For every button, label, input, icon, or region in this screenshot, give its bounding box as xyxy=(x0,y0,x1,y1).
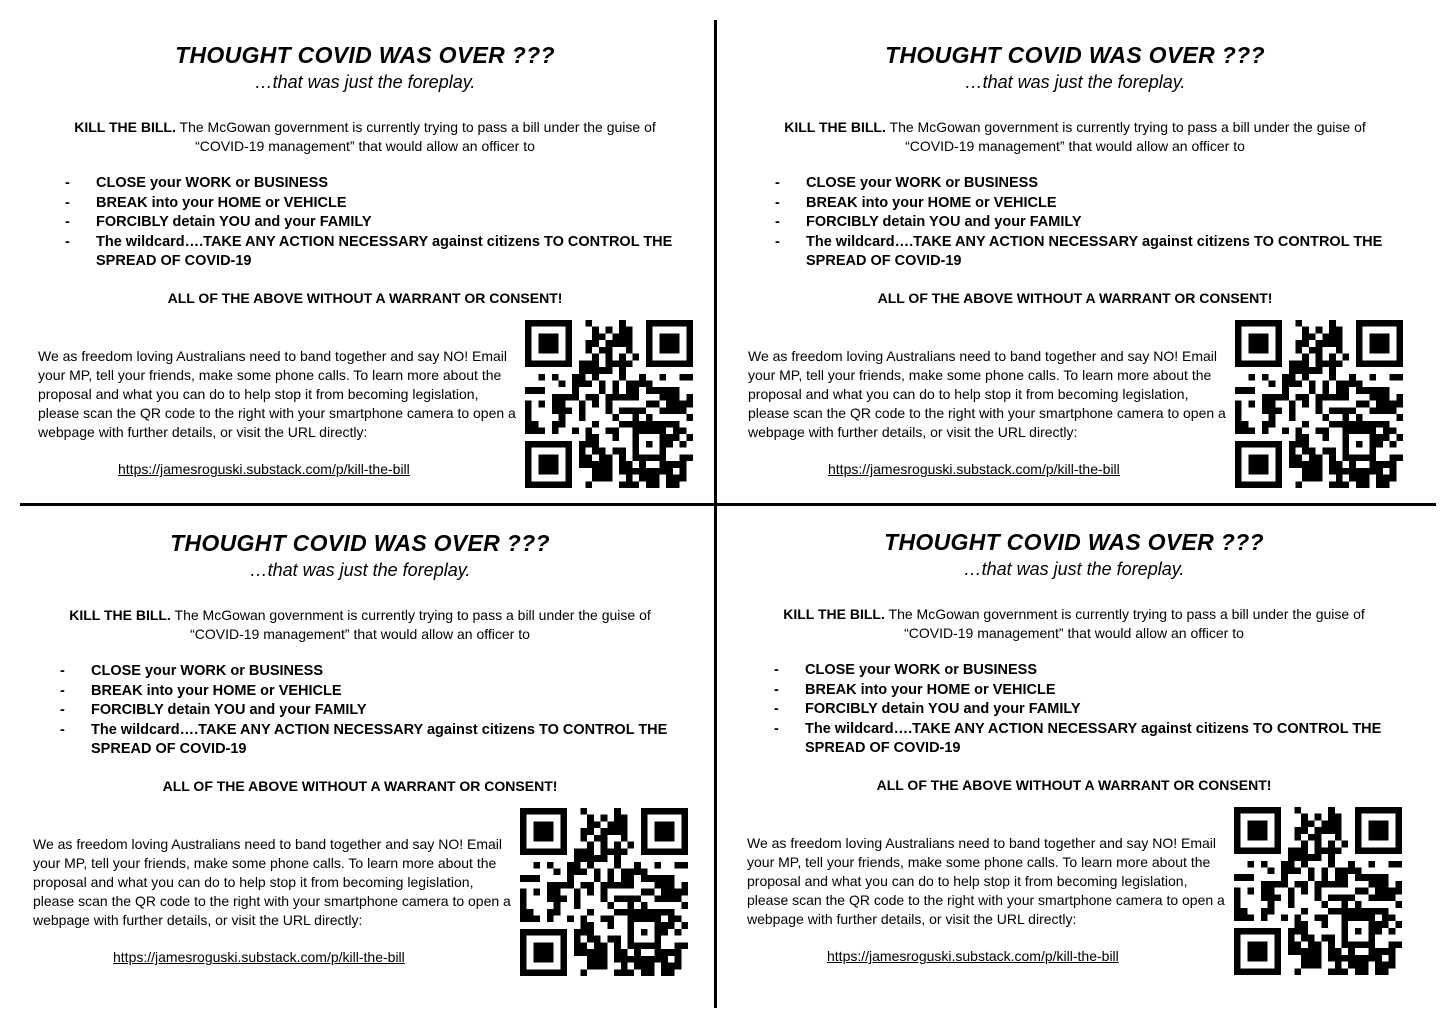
intro-lead: KILL THE BILL. xyxy=(783,606,885,622)
list-item xyxy=(775,194,1395,214)
subline: …that was just the foreplay. xyxy=(249,560,471,580)
list-item xyxy=(775,174,1395,194)
flyer xyxy=(730,20,1420,500)
list-item xyxy=(774,720,1394,759)
body-paragraph: We as freedom loving Australians need to band together and say NO! Email your MP, tell your friends, make some phone calls. To learn more about the proposal and what you can do to help stop it from becoming legislation, please scan the QR code to the right with your smartphone camera to open a webpage with further details, or visit the URL directly: xyxy=(38,348,516,440)
list-item xyxy=(65,174,685,194)
bullet-marker: - xyxy=(775,214,780,230)
demands-list xyxy=(775,174,1395,272)
bullet-marker: - xyxy=(65,175,70,191)
headline: THOUGHT COVID WAS OVER ??? xyxy=(885,42,1265,68)
horizontal-cut-line xyxy=(20,503,1436,506)
intro-lead: KILL THE BILL. xyxy=(784,119,886,135)
list-item-text: FORCIBLY detain YOU and your FAMILY xyxy=(805,701,1081,717)
list-item xyxy=(65,194,685,214)
subline: …that was just the foreplay. xyxy=(254,72,476,92)
url-link[interactable]: https://jamesroguski.substack.com/p/kill-the-bill xyxy=(118,461,410,477)
intro-text: The McGowan government is currently trying to pass a bill under the guise of “COVID-19 management” that would allow an officer to xyxy=(884,606,1365,641)
warning-text: ALL OF THE ABOVE WITHOUT A WARRANT OR CONSENT! xyxy=(162,778,558,794)
qr-code-icon[interactable] xyxy=(525,320,693,488)
flyer xyxy=(729,507,1419,987)
flyer xyxy=(20,20,710,500)
demands-list xyxy=(65,174,685,272)
intro-paragraph xyxy=(50,118,680,156)
bullet-marker: - xyxy=(65,233,70,250)
list-item-text: BREAK into your HOME or VEHICLE xyxy=(96,194,347,211)
url-link[interactable]: https://jamesroguski.substack.com/p/kill-the-bill xyxy=(827,948,1119,964)
list-item xyxy=(60,682,680,702)
list-item xyxy=(775,233,1395,272)
demands-list xyxy=(774,661,1394,759)
intro-text: The McGowan government is currently trying to pass a bill under the guise of “COVID-19 management” that would allow an officer to xyxy=(175,119,656,154)
bullet-marker: - xyxy=(60,702,65,718)
intro-paragraph xyxy=(45,606,675,644)
subline: …that was just the foreplay. xyxy=(964,72,1186,92)
intro-lead: KILL THE BILL. xyxy=(74,119,176,135)
bullet-marker: - xyxy=(774,720,779,737)
intro-text: The McGowan government is currently trying to pass a bill under the guise of “COVID-19 management” that would allow an officer to xyxy=(170,607,651,642)
list-item xyxy=(65,233,685,272)
headline: THOUGHT COVID WAS OVER ??? xyxy=(884,529,1264,555)
list-item-text: FORCIBLY detain YOU and your FAMILY xyxy=(96,214,372,230)
list-item-text: The wildcard….TAKE ANY ACTION NECESSARY against citizens TO CONTROL THE SPREAD OF COVID-19 xyxy=(805,720,1382,756)
list-item-text: The wildcard….TAKE ANY ACTION NECESSARY against citizens TO CONTROL THE SPREAD OF COVID-19 xyxy=(96,233,673,269)
bullet-marker: - xyxy=(775,233,780,250)
url-link[interactable]: https://jamesroguski.substack.com/p/kill-the-bill xyxy=(828,461,1120,477)
vertical-cut-line xyxy=(714,20,717,1008)
list-item xyxy=(774,700,1394,720)
list-item-text: FORCIBLY detain YOU and your FAMILY xyxy=(806,214,1082,230)
list-item-text: The wildcard….TAKE ANY ACTION NECESSARY against citizens TO CONTROL THE SPREAD OF COVID-19 xyxy=(91,721,668,757)
bullet-marker: - xyxy=(65,194,70,211)
list-item xyxy=(774,681,1394,701)
bullet-marker: - xyxy=(775,175,780,191)
body-paragraph: We as freedom loving Australians need to band together and say NO! Email your MP, tell your friends, make some phone calls. To learn more about the proposal and what you can do to help stop it from becoming legislation, please scan the QR code to the right with your smartphone camera to open a webpage with further details, or visit the URL directly: xyxy=(747,835,1225,927)
headline: THOUGHT COVID WAS OVER ??? xyxy=(170,530,550,556)
list-item xyxy=(60,662,680,682)
qr-code-icon[interactable] xyxy=(520,808,688,976)
list-item-text: CLOSE your WORK or BUSINESS xyxy=(91,663,324,679)
flyer xyxy=(15,508,705,988)
bullet-marker: - xyxy=(774,681,779,698)
bullet-marker: - xyxy=(60,663,65,679)
list-item xyxy=(60,701,680,721)
list-item-text: CLOSE your WORK or BUSINESS xyxy=(806,175,1039,191)
headline: THOUGHT COVID WAS OVER ??? xyxy=(175,42,555,68)
list-item-text: FORCIBLY detain YOU and your FAMILY xyxy=(91,702,367,718)
demands-list xyxy=(60,662,680,760)
intro-text: The McGowan government is currently trying to pass a bill under the guise of “COVID-19 management” that would allow an officer to xyxy=(885,119,1366,154)
body-paragraph: We as freedom loving Australians need to band together and say NO! Email your MP, tell your friends, make some phone calls. To learn more about the proposal and what you can do to help stop it from becoming legislation, please scan the QR code to the right with your smartphone camera to open a webpage with further details, or visit the URL directly: xyxy=(33,836,511,928)
qr-code-icon[interactable] xyxy=(1234,807,1402,975)
bullet-marker: - xyxy=(774,701,779,717)
list-item xyxy=(774,661,1394,681)
list-item-text: CLOSE your WORK or BUSINESS xyxy=(96,175,329,191)
warning-text: ALL OF THE ABOVE WITHOUT A WARRANT OR CONSENT! xyxy=(877,290,1273,306)
list-item xyxy=(775,213,1395,233)
body-paragraph: We as freedom loving Australians need to band together and say NO! Email your MP, tell your friends, make some phone calls. To learn more about the proposal and what you can do to help stop it from becoming legislation, please scan the QR code to the right with your smartphone camera to open a webpage with further details, or visit the URL directly: xyxy=(748,348,1226,440)
intro-paragraph xyxy=(759,605,1389,643)
bullet-marker: - xyxy=(774,662,779,678)
list-item xyxy=(65,213,685,233)
bullet-marker: - xyxy=(775,194,780,211)
url-link[interactable]: https://jamesroguski.substack.com/p/kill-the-bill xyxy=(113,949,405,965)
list-item-text: BREAK into your HOME or VEHICLE xyxy=(91,682,342,699)
list-item-text: BREAK into your HOME or VEHICLE xyxy=(806,194,1057,211)
warning-text: ALL OF THE ABOVE WITHOUT A WARRANT OR CONSENT! xyxy=(876,777,1272,793)
intro-paragraph xyxy=(760,118,1390,156)
warning-text: ALL OF THE ABOVE WITHOUT A WARRANT OR CONSENT! xyxy=(167,290,563,306)
bullet-marker: - xyxy=(60,682,65,699)
list-item-text: The wildcard….TAKE ANY ACTION NECESSARY against citizens TO CONTROL THE SPREAD OF COVID-19 xyxy=(806,233,1383,269)
intro-lead: KILL THE BILL. xyxy=(69,607,171,623)
qr-code-icon[interactable] xyxy=(1235,320,1403,488)
list-item xyxy=(60,721,680,760)
bullet-marker: - xyxy=(65,214,70,230)
subline: …that was just the foreplay. xyxy=(963,559,1185,579)
list-item-text: CLOSE your WORK or BUSINESS xyxy=(805,662,1038,678)
bullet-marker: - xyxy=(60,721,65,738)
list-item-text: BREAK into your HOME or VEHICLE xyxy=(805,681,1056,698)
